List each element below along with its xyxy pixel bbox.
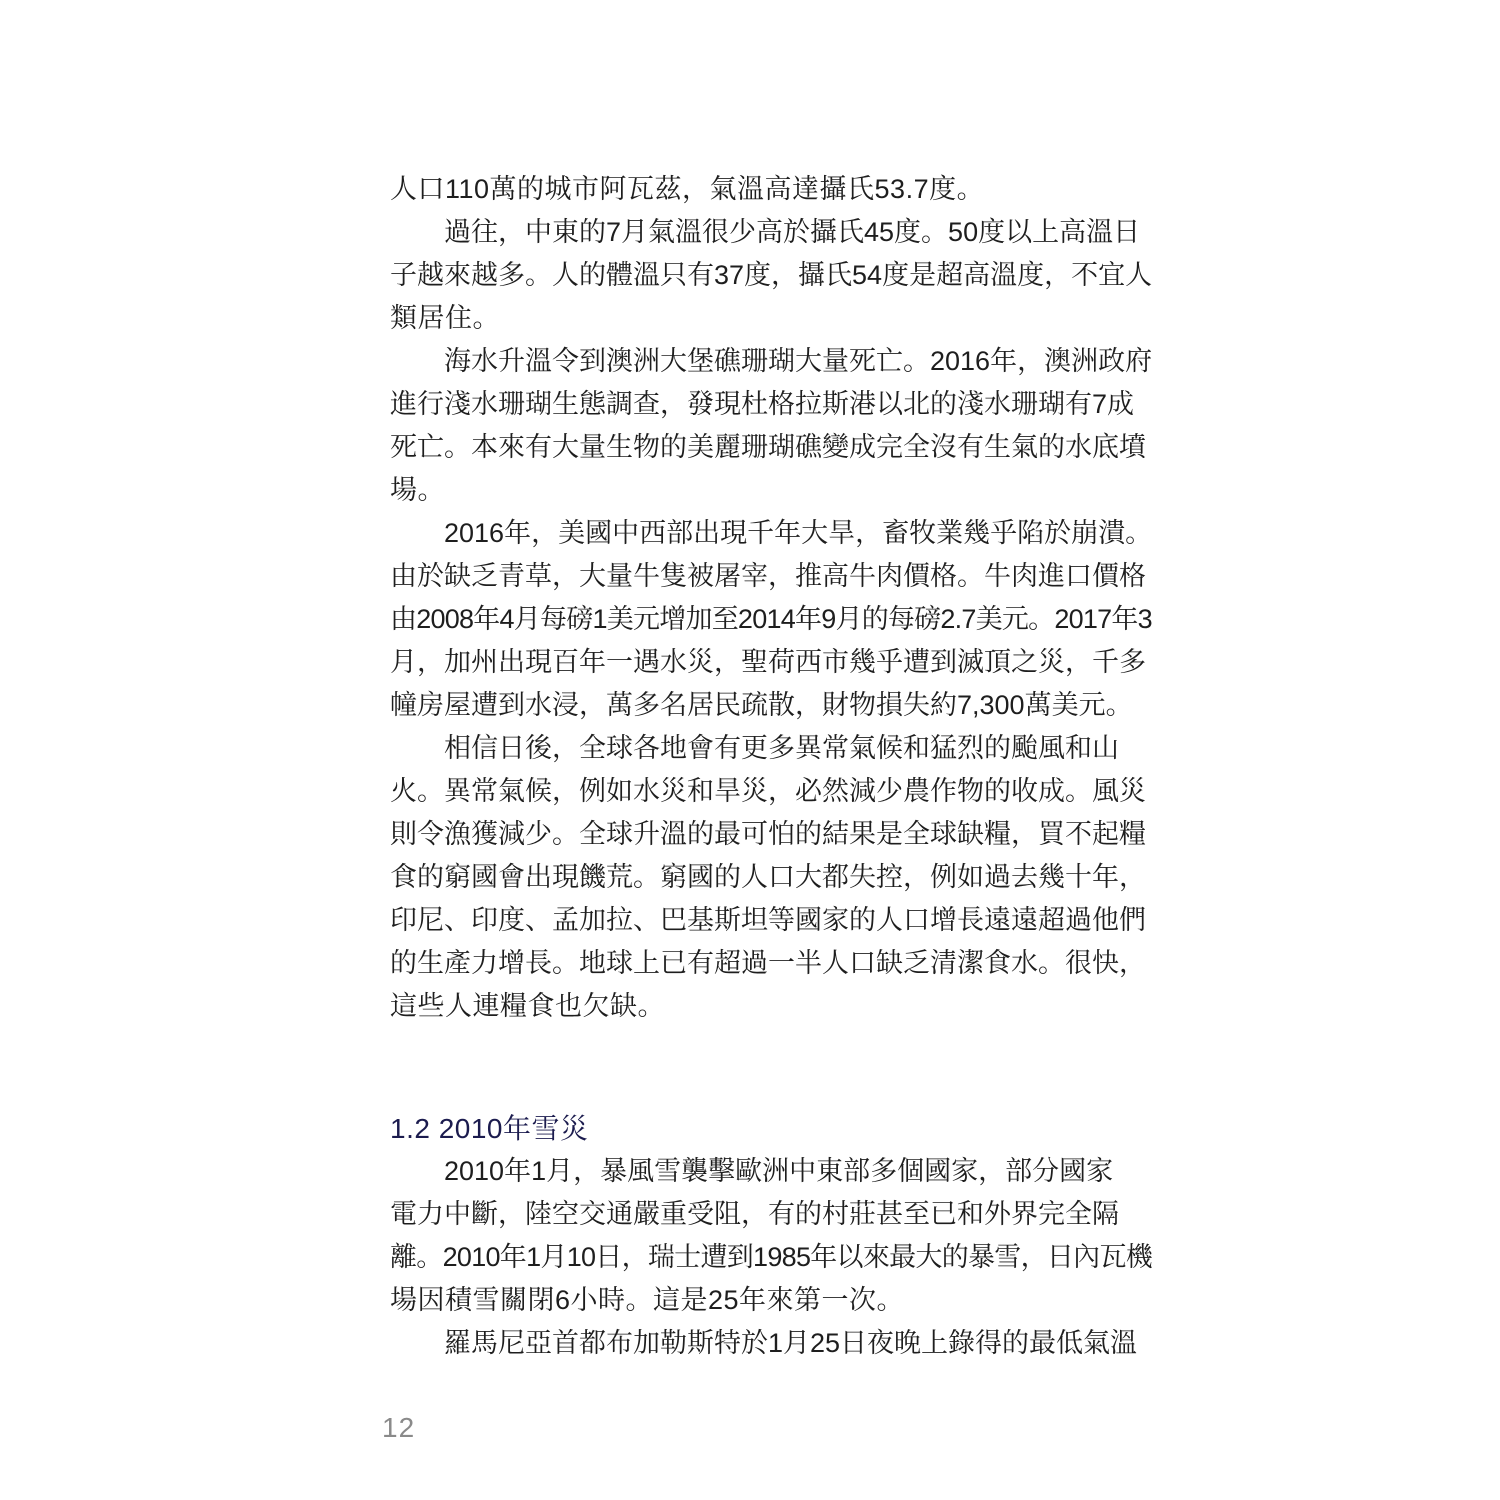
text-line: 這些人連糧食也欠缺。: [390, 991, 665, 1021]
page-number: 12: [382, 1412, 416, 1443]
text-line: 食的窮國會出現饑荒。窮國的人口大都失控，例如過去幾十年，: [390, 862, 1146, 892]
section-heading: 1.2 2010年雪災: [390, 1113, 589, 1144]
text-line: 死亡。本來有大量生物的美麗珊瑚礁變成完全沒有生氣的水底墳: [390, 432, 1146, 462]
text-line: 幢房屋遭到水浸，萬多名居民疏散，財物損失約7,300萬美元。: [390, 690, 1133, 720]
text-line: 則令漁獲減少。全球升溫的最可怕的結果是全球缺糧，買不起糧: [390, 819, 1146, 849]
text-line: 過往，中東的7月氣溫很少高於攝氏45度。50度以上高溫日: [444, 217, 1141, 247]
text-line: 2010年1月，暴風雪襲擊歐洲中東部多個國家，部分國家: [444, 1156, 1114, 1186]
text-line: 進行淺水珊瑚生態調查，發現杜格拉斯港以北的淺水珊瑚有7成: [390, 389, 1135, 419]
text-line: 電力中斷，陸空交通嚴重受阻，有的村莊甚至已和外界完全隔: [390, 1199, 1119, 1229]
text-line: 人口110萬的城市阿瓦茲，氣溫高達攝氏53.7度。: [390, 174, 985, 204]
text-line: 海水升溫令到澳洲大堡礁珊瑚大量死亡。2016年，澳洲政府: [444, 346, 1153, 376]
text-line: 相信日後，全球各地會有更多異常氣候和猛烈的颱風和山: [444, 733, 1119, 763]
text-line: 2016年，美國中西部出現千年大旱，畜牧業幾乎陷於崩潰。: [444, 518, 1153, 548]
text-line: 場。: [390, 475, 445, 505]
text-line: 離。2010年1月10日，瑞士遭到1985年以來最大的暴雪，日內瓦機: [390, 1242, 1153, 1272]
text-line: 火。異常氣候，例如水災和旱災，必然減少農作物的收成。風災: [390, 776, 1146, 806]
text-line: 月，加州出現百年一遇水災，聖荷西市幾乎遭到滅頂之災，千多: [390, 647, 1146, 677]
text-line: 子越來越多。人的體溫只有37度，攝氏54度是超高溫度，不宜人: [390, 260, 1153, 290]
text-line: 由2008年4月每磅1美元增加至2014年9月的每磅2.7美元。2017年3: [390, 604, 1152, 634]
text-line: 印尼、印度、孟加拉、巴基斯坦等國家的人口增長遠遠超過他們: [390, 905, 1146, 935]
text-block: [390, 168, 1152, 1365]
text-line: 的生產力增長。地球上已有超過一半人口缺乏清潔食水。很快，: [390, 948, 1146, 978]
text-line: 由於缺乏青草，大量牛隻被屠宰，推高牛肉價格。牛肉進口價格: [390, 561, 1146, 591]
text-line: 類居住。: [390, 303, 500, 333]
text-line: 羅馬尼亞首都布加勒斯特於1月25日夜晚上錄得的最低氣溫: [444, 1328, 1138, 1358]
text-line: 場因積雪關閉6小時。這是25年來第一次。: [390, 1285, 905, 1315]
